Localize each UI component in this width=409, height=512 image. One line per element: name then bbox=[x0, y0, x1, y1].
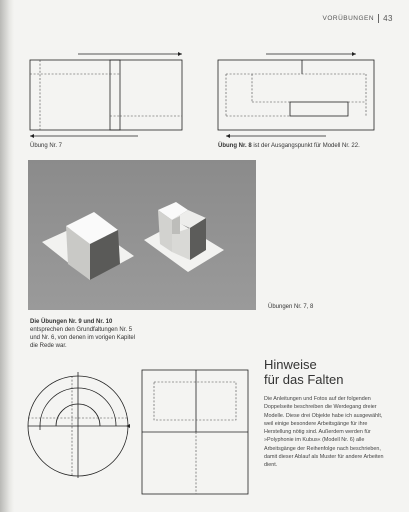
caption-side bbox=[268, 303, 313, 311]
section-heading-line2: für das Falten bbox=[264, 372, 344, 387]
caption-photo bbox=[30, 318, 142, 350]
caption-photo-bold: Die Übungen Nr. 9 und Nr. 10 bbox=[30, 319, 113, 325]
diagram-circle-fold bbox=[26, 368, 136, 498]
section-body-text: Die Anleitungen und Fotos auf der folgenden Doppelseite beschreiben die Werdegang dreier Modelle. Diese drei Objekte habe ich ausgewählt, weil einige besondere Arbeitsgänge für ihre Herstellung nötig sind. Außerdem werden für »Polyphonie im Kubus« (Modell Nr. 6) alle Arbeitsgänge der Reihenfolge nach beschrieben, damit dieser Ablauf als Muster für andere Arbeiten dient. bbox=[264, 396, 384, 469]
page-binding-shadow bbox=[0, 0, 14, 512]
header-section: VORÜBUNGEN bbox=[322, 15, 375, 22]
section-heading bbox=[264, 357, 344, 387]
diagram-rectangle-fold bbox=[140, 368, 252, 498]
caption-side-text: Übungen Nr. 7, 8 bbox=[268, 304, 314, 310]
caption-exercise-8-text: ist der Ausgangspunkt für Modell Nr. 22. bbox=[251, 143, 360, 149]
caption-exercise-8-bold: Übung Nr. 8 bbox=[218, 143, 252, 149]
caption-exercise-7 bbox=[30, 142, 62, 150]
header-divider bbox=[378, 14, 379, 23]
running-header bbox=[323, 14, 394, 23]
section-heading-line1: Hinweise bbox=[264, 357, 317, 372]
page-number: 43 bbox=[383, 14, 393, 23]
diagram-exercise-8 bbox=[216, 50, 378, 140]
diagram-exercise-7 bbox=[28, 50, 198, 140]
caption-exercise-7-text: Übung Nr. 7 bbox=[30, 143, 63, 149]
photo-folded-models bbox=[28, 160, 256, 310]
photo-models-illustration bbox=[28, 160, 256, 310]
caption-photo-text: entsprechen den Grundfaltungen Nr. 5 und Nr. 6, von denen im vorigen Kapitel die Rede war. bbox=[30, 327, 136, 349]
caption-exercise-8 bbox=[218, 142, 360, 150]
